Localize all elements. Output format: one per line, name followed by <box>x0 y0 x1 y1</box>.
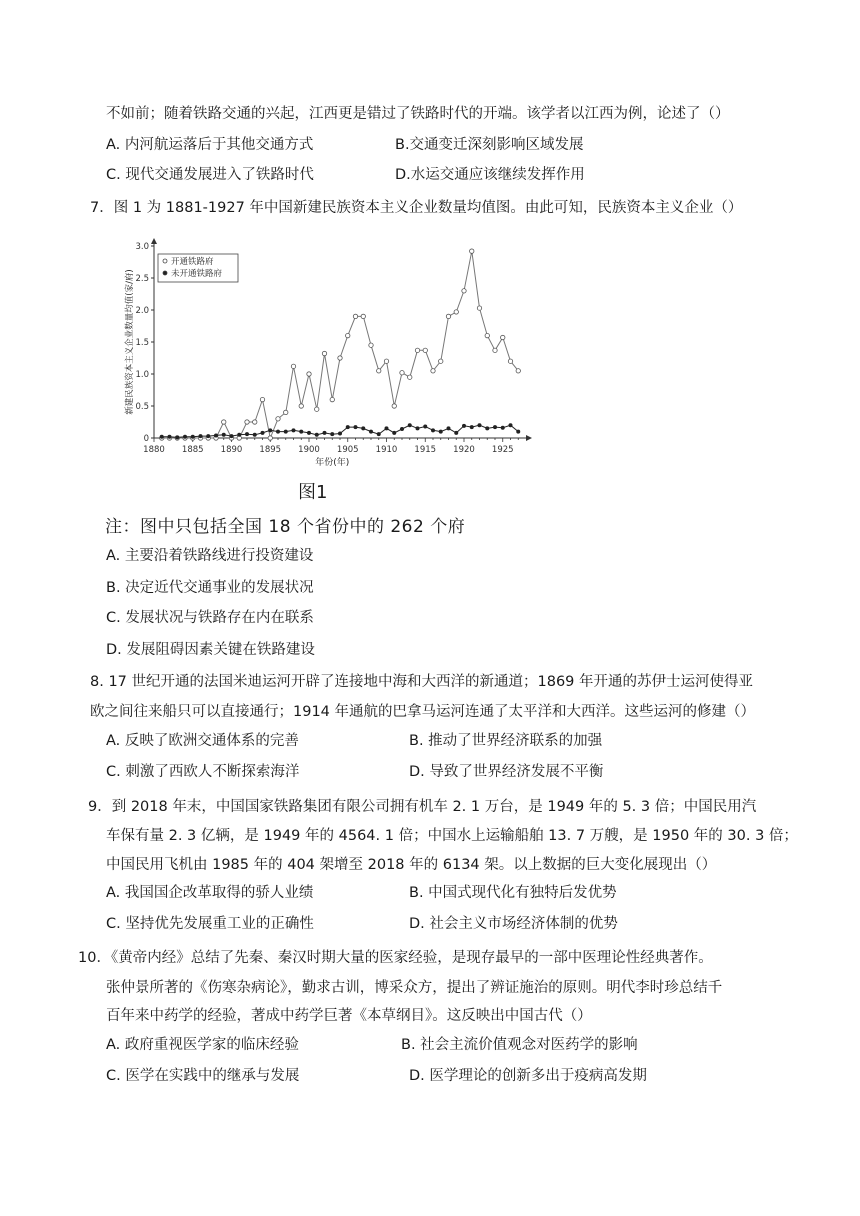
series-2-point <box>207 434 210 437</box>
series-1-point <box>384 359 388 363</box>
series-2-point <box>346 426 349 429</box>
series-2-point <box>183 435 186 438</box>
series-2-point <box>199 434 202 437</box>
series-1-point <box>415 348 419 352</box>
q7-option-b: B. 决定近代交通事业的发展状况 <box>106 580 314 596</box>
series-1-point <box>392 404 396 408</box>
series-2-point <box>431 429 434 432</box>
x-tick-label: 1915 <box>414 445 437 455</box>
q9-option-b: B. 中国式现代化有独特后发优势 <box>409 885 617 901</box>
series-2-point <box>307 431 310 434</box>
series-1-point <box>446 314 450 318</box>
series-2-point <box>517 430 520 433</box>
series-1-point <box>245 420 249 424</box>
q9-option-c: C. 坚持优先发展重工业的正确性 <box>106 916 314 932</box>
q8-option-a: A. 反映了欧洲交通体系的完善 <box>106 733 299 749</box>
series-2-point <box>385 427 388 430</box>
series-2-point <box>377 433 380 436</box>
series-1-point <box>353 314 357 318</box>
x-tick-label: 1905 <box>336 445 359 455</box>
series-2-point <box>408 424 411 427</box>
q6-stem-tail: 不如前；随着铁路交通的兴起，江西更是错过了铁路时代的开端。该学者以江西为例，论述了（） <box>106 106 730 122</box>
q6-option-c: C. 现代交通发展进入了铁路时代 <box>106 167 314 183</box>
series-2-point <box>393 431 396 434</box>
series-1-point <box>470 249 474 253</box>
series-1-point <box>307 372 311 376</box>
series-1-point <box>408 375 412 379</box>
series-1-point <box>330 397 334 401</box>
chart-x-ticks <box>143 438 518 455</box>
series-2-point <box>230 434 233 437</box>
series-1-point <box>508 359 512 363</box>
series-2-point <box>447 427 450 430</box>
q6-option-d: D.水运交通应该继续发挥作用 <box>395 167 585 183</box>
q9-stem-line-2: 车保有量 2. 3 亿辆，是 1949 年的 4564. 1 倍；中国水上运输船舶 13. 7 万艘，是 1950 年的 30. 3 倍； <box>106 828 798 844</box>
series-2-point <box>261 431 264 434</box>
series-2-point <box>439 430 442 433</box>
x-tick-label: 1920 <box>453 445 475 455</box>
chart-y-axis-label: 新建民族资本主义企业数量均值(家/府) <box>125 269 135 415</box>
series-2-point <box>222 433 225 436</box>
x-tick-label: 1880 <box>143 445 165 455</box>
series-1-point <box>338 356 342 360</box>
series-1-point <box>253 420 257 424</box>
legend-marker-1 <box>163 259 167 263</box>
q10-stem-line-3: 百年来中药学的经验，著成中药学巨著《本草纲目》。这反映出中国古代（） <box>106 1008 592 1024</box>
series-2-point <box>509 424 512 427</box>
x-tick-label: 1895 <box>259 445 282 455</box>
q7-stem: 7．图 1 为 1881-1927 年中国新建民族资本主义企业数量均值图。由此可知，民族资本主义企业（） <box>90 200 743 216</box>
y-tick-label: 3.0 <box>135 242 149 252</box>
series-2-point <box>455 431 458 434</box>
series-1-point <box>222 420 226 424</box>
x-tick-label: 1885 <box>181 445 204 455</box>
series-2-point <box>269 429 272 432</box>
x-tick-label: 1910 <box>375 445 398 455</box>
series-2-point <box>369 430 372 433</box>
series-1-point <box>268 436 272 440</box>
q10-stem-line-1: 10．《黄帝内经》总结了先秦、秦汉时期大量的医家经验，是现存最早的一部中医理论性经典著作。 <box>78 950 713 966</box>
q7-option-c: C. 发展状况与铁路存在内在联系 <box>106 610 314 626</box>
figure-label: 图1 <box>298 482 328 503</box>
series-1-point <box>485 333 489 337</box>
q6-option-a: A. 内河航运落后于其他交通方式 <box>106 137 314 153</box>
q6-option-b: B.交通变迁深刻影响区域发展 <box>395 137 584 153</box>
series-1-point <box>400 371 404 375</box>
q7-option-d: D. 发展阻碍因素关键在铁路建设 <box>106 642 315 658</box>
series-2-point <box>176 436 179 439</box>
q10-option-d: D. 医学理论的创新多出于疫病高发期 <box>409 1068 647 1084</box>
x-tick-label: 1900 <box>298 445 320 455</box>
series-2-point <box>214 434 217 437</box>
x-tick-label: 1925 <box>491 445 514 455</box>
series-1-point <box>346 333 350 337</box>
series-2-point <box>400 427 403 430</box>
figure-note: 注：图中只包括全国 18 个省份中的 262 个府 <box>105 517 466 537</box>
series-2-point <box>315 433 318 436</box>
q9-option-d: D. 社会主义市场经济体制的优势 <box>409 916 618 932</box>
series-2-point <box>292 429 295 432</box>
series-2-point <box>486 427 489 430</box>
q9-option-a: A. 我国国企改革取得的骄人业绩 <box>106 885 314 901</box>
q10-option-a: A. 政府重视医学家的临床经验 <box>106 1037 299 1053</box>
series-2-point <box>331 433 334 436</box>
series-2-point <box>362 427 365 430</box>
q8-stem-line-2: 欧之间往来船只可以直接通行；1914 年通航的巴拿马运河连通了太平洋和大西洋。这些运河的修建（） <box>90 704 756 720</box>
y-tick-label: 0 <box>143 434 149 444</box>
series-1-point <box>377 369 381 373</box>
series-1-point <box>477 306 481 310</box>
legend-label-2: 未开通铁路府 <box>171 269 223 279</box>
series-2-point <box>168 435 171 438</box>
series-1-point <box>260 397 264 401</box>
series-1-point <box>423 348 427 352</box>
series-1-point <box>454 310 458 314</box>
series-1-point <box>516 369 520 373</box>
q7-option-a: A. 主要沿着铁路线进行投资建设 <box>106 548 314 564</box>
series-1-point <box>284 410 288 414</box>
series-1-point <box>361 314 365 318</box>
series-2-point <box>191 435 194 438</box>
chart-x-axis-label: 年份(年) <box>315 458 350 468</box>
series-1-point <box>439 359 443 363</box>
series-1-point <box>276 417 280 421</box>
y-tick-label: 1.5 <box>135 338 149 348</box>
series-1-point <box>291 364 295 368</box>
series-2-point <box>493 426 496 429</box>
y-tick-label: 0.5 <box>135 402 149 412</box>
q10-option-c: C. 医学在实践中的继承与发展 <box>106 1068 300 1084</box>
series-2-point <box>300 430 303 433</box>
y-tick-label: 2.0 <box>135 306 149 316</box>
series-1-point <box>431 369 435 373</box>
series-2-point <box>354 426 357 429</box>
x-tick-label: 1890 <box>220 445 243 455</box>
series-2-point <box>253 433 256 436</box>
series-2-point <box>160 435 163 438</box>
series-2-point <box>284 430 287 433</box>
y-axis-arrow <box>151 238 157 244</box>
x-axis-arrow <box>526 435 532 441</box>
series-2-point <box>462 424 465 427</box>
q9-stem-line-1: 9．到 2018 年末，中国国家铁路集团有限公司拥有机车 2. 1 万台，是 1949 年的 5. 3 倍；中国民用汽 <box>88 799 757 815</box>
y-tick-label: 1.0 <box>135 370 149 380</box>
series-2-point <box>424 425 427 428</box>
series-1-point <box>322 351 326 355</box>
series-1-point <box>315 407 319 411</box>
legend-marker-2 <box>163 271 167 275</box>
series-1-point <box>462 289 466 293</box>
chart-y-ticks <box>135 242 154 444</box>
q8-option-c: C. 刺激了西欧人不断探索海洋 <box>106 764 300 780</box>
series-2-point <box>276 430 279 433</box>
series-1-point <box>493 348 497 352</box>
y-tick-label: 2.5 <box>135 274 149 284</box>
series-1-point <box>299 404 303 408</box>
q8-stem-line-1: 8. 17 世纪开通的法国米迪运河开辟了连接地中海和大西洋的新通道；1869 年开通的苏伊士运河使得亚 <box>90 674 754 690</box>
chart-legend <box>158 254 238 282</box>
q7-line-chart <box>120 236 540 472</box>
q8-option-b: B. 推动了世界经济联系的加强 <box>409 733 603 749</box>
q10-stem-line-2: 张仲景所著的《伤寒杂病论》，勤求古训，博采众方，提出了辨证施治的原则。明代李时珍总结千 <box>106 980 723 996</box>
series-2-point <box>338 432 341 435</box>
q8-option-d: D. 导致了世界经济发展不平衡 <box>409 764 604 780</box>
q9-stem-line-3: 中国民用飞机由 1985 年的 404 架增至 2018 年的 6134 架。以上数据的巨大变化展现出（） <box>106 857 717 873</box>
series-2-point <box>245 433 248 436</box>
series-2-point <box>470 426 473 429</box>
series-1-point <box>369 343 373 347</box>
legend-label-1: 开通铁路府 <box>171 257 214 267</box>
series-2-point <box>501 426 504 429</box>
series-2-point <box>478 424 481 427</box>
series-2-point <box>416 427 419 430</box>
q10-option-b: B. 社会主流价值观念对医药学的影响 <box>401 1037 638 1053</box>
series-2-point <box>323 431 326 434</box>
series-2-point <box>238 433 241 436</box>
series-1-point <box>501 335 505 339</box>
